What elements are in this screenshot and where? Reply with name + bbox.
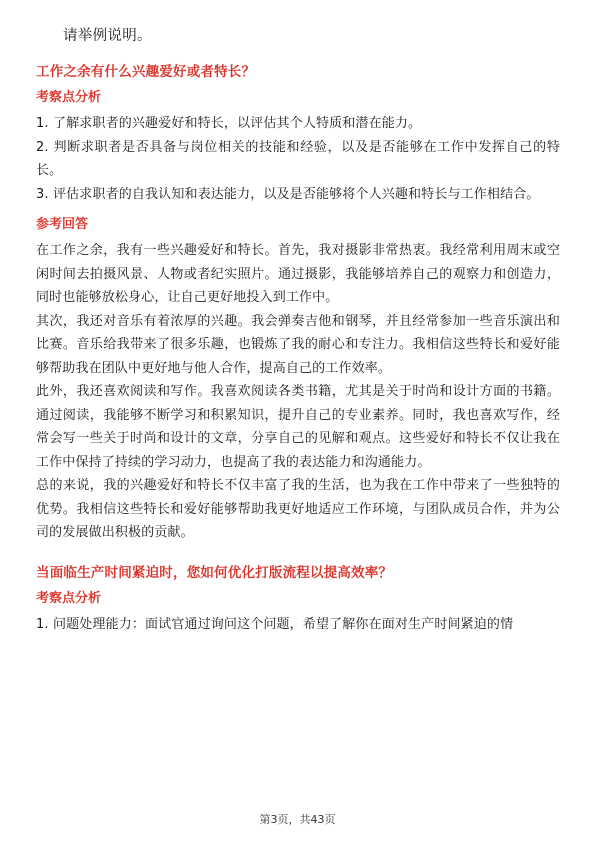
intro-tail-text: 请举例说明。: [63, 28, 152, 44]
question-1-title: 工作之余有什么兴趣爱好或者特长？: [36, 64, 256, 80]
q1-analysis-item-2: 2. 判断求职者是否具备与岗位相关的技能和经验，以及是否能够在工作中发挥自己的特长。: [36, 139, 560, 178]
q1-answer-paragraph-4: 总的来说，我的兴趣爱好和特长不仅丰富了我的生活，也为我在工作中带来了一些独特的优势。我相信这些特长和爱好能够帮助我更好地适应工作环境，与团队成员合作，并为公司的发展做出积极的贡献。: [36, 478, 560, 540]
page-footer: 第3页，共43页: [259, 813, 336, 826]
question-2-title: 当面临生产时间紧迫时，您如何优化打版流程以提高效率？: [36, 564, 393, 581]
q1-answer-paragraph-3: 此外，我还喜欢阅读和写作。我喜欢阅读各类书籍，尤其是关于时尚和设计方面的书籍。通过阅读，我能够不断学习和积累知识，提升自己的专业素养。同时，我也喜欢写作，经常会写一些关于时尚和设计的文章，分享自己的见解和观点。这些爱好和特长不仅让我在工作中保持了持续的学习动力，也提高了我的表达能力和沟通能力。: [36, 384, 560, 470]
q2-analysis-heading: 考察点分析: [36, 590, 102, 606]
q1-analysis-item-3: 3. 评估求职者的自我认知和表达能力，以及是否能够将个人兴趣和特长与工作相结合。: [36, 186, 540, 202]
page-content: [36, 62, 560, 636]
q1-analysis-item-1: 1. 了解求职者的兴趣爱好和特长，以评估其个人特质和潜在能力。: [36, 116, 422, 131]
q1-answer-paragraph-2: 其次，我还对音乐有着浓厚的兴趣。我会弹奏吉他和钢琴，并且经常参加一些音乐演出和比赛。音乐给我带来了很多乐趣，也锻炼了我的耐心和专注力。我相信这些特长和爱好能够帮助我在团队中更好地与他人合作，提高自己的工作效率。: [36, 313, 560, 376]
q2-analysis-item-1: 1. 问题处理能力：面试官通过询问这个问题，希望了解你在面对生产时间紧迫的情: [36, 616, 514, 632]
q1-answer-heading: 参考回答: [36, 217, 89, 232]
q1-answer-paragraph-1: 在工作之余，我有一些兴趣爱好和特长。首先，我对摄影非常热衷。我经常利用周末或空闲时间去拍摄风景、人物或者纪实照片。通过摄影，我能够培养自己的观察力和创造力，同时也能够放松身心，让自己更好地投入到工作中。: [36, 243, 560, 305]
q1-analysis-heading: 考察点分析: [36, 90, 102, 105]
